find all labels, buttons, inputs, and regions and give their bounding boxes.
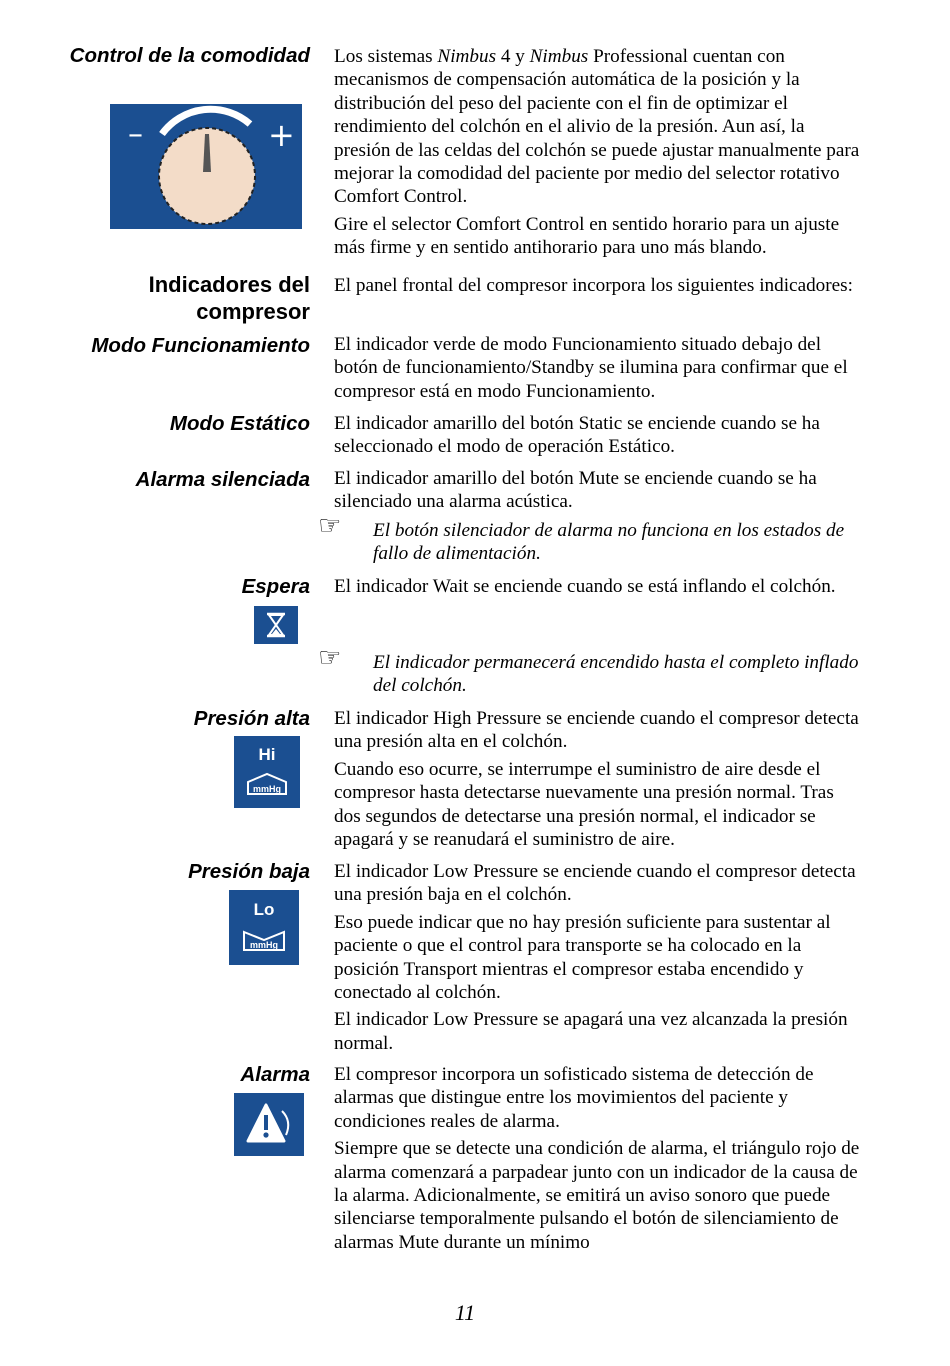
mute-note-text: El botón silenciador de alarma no funciona en los estados de fallo de alimentación. [373,520,845,565]
low-pressure-icon [229,890,299,965]
section-label-indicators: Indicadores del compresor [148,272,310,324]
comfort-dial-icon [110,104,302,229]
low-pressure-paragraph-2: Eso puede indicar que no hay presión suficiente para sustentar al paciente o que el control para transporte se ha colocado en la posición Transport mientras el compresor estaba encendido y conectado al colchón. [334,911,831,1004]
high-pressure-text [334,707,864,855]
low-pressure-icon-unit: mmHg [249,940,279,950]
high-pressure-paragraph-1: El indicador High Pressure se enciende cuando el compresor detecta una presión alta en el colchón. [334,708,859,753]
low-pressure-paragraph-1: El indicador Low Pressure se enciende cuando el compresor detecta una presión baja en el colchón. [334,861,856,906]
alarm-text [334,1063,864,1258]
section-label-run: Modo Funcionamiento [91,334,310,357]
section-label-wait: Espera [241,575,310,598]
low-pressure-icon-text: Lo [253,900,275,919]
dial-plus-icon: + [268,116,295,154]
low-pressure-paragraph-3: El indicador Low Pressure se apagará una vez alcanzada la presión normal. [334,1009,848,1054]
comfort-paragraph-2: Gire el selector Comfort Control en sentido horario para un ajuste más firme y en sentido antihorario para uno más blando. [334,213,840,259]
comfort-paragraph-1: Los sistemas Nimbus 4 y Nimbus Professional cuentan con mecanismos de compensación automática de la posición y la distribución del peso del paciente con el fin de optimizar el rendimiento del colchón en el alivio de la presión. Aun así, la presión de las celdas del colchón se puede ajustar manualmente para mejorar la comodidad del paciente por medio del selector rotativo Comfort Control. [334,46,860,208]
run-text: El indicador verde de modo Funcionamiento situado debajo del botón de funcionamiento/Standby se ilumina para confirmar que el compresor está en modo Funcionamiento. [334,334,848,402]
wait-note-text: El indicador permanecerá encendido hasta el completo inflado del colchón. [373,652,859,697]
hourglass-icon [254,606,298,644]
static-text: El indicador amarillo del botón Static se enciende cuando se ha seleccionado el modo de operación Estático. [334,413,820,458]
low-pressure-text [334,860,864,1059]
section-label-low-pressure: Presión baja [188,860,310,883]
indicators-text: El panel frontal del compresor incorpora los siguientes indicadores: [334,275,853,296]
section-label-high-pressure: Presión alta [193,707,310,730]
page-number: 11 [454,1300,476,1325]
wait-text: El indicador Wait se enciende cuando se está inflando el colchón. [334,576,836,597]
pointing-hand-icon: ☞ [318,511,342,541]
dial-minus-icon: – [128,117,143,152]
mute-text: El indicador amarillo del botón Mute se enciende cuando se ha silenciado una alarma acústica. [334,468,817,513]
section-label-alarm: Alarma [240,1063,310,1086]
alarm-paragraph-1: El compresor incorpora un sofisticado sistema de detección de alarmas que distingue entre los movimientos del paciente y condiciones reales de alarma. [334,1064,814,1132]
comfort-text [334,45,864,264]
section-label-comfort: Control de la comodidad [69,44,310,67]
high-pressure-icon [234,736,300,808]
section-label-mute: Alarma silenciada [135,468,310,491]
high-pressure-icon-unit: mmHg [252,784,282,794]
pointing-hand-icon: ☞ [318,643,342,673]
alarm-paragraph-2: Siempre que se detecte una condición de alarma, el triángulo rojo de alarma comenzará a parpadear junto con un indicador de la causa de la alarma. Adicionalmente, se emitirá un aviso sonoro que puede silenciarse temporalmente pulsando el botón de silenciamiento de alarmas Mute durante un mínimo [334,1138,860,1253]
high-pressure-icon-text: Hi [258,745,276,764]
alarm-icon [234,1093,304,1156]
section-label-static: Modo Estático [169,412,310,435]
high-pressure-paragraph-2: Cuando eso ocurre, se interrumpe el suministro de aire desde el compresor hasta detectarse nuevamente una presión normal. Tras dos segundos de detectarse una presión normal, el indicador se apagará y se reanudará el suministro de aire. [334,758,834,851]
